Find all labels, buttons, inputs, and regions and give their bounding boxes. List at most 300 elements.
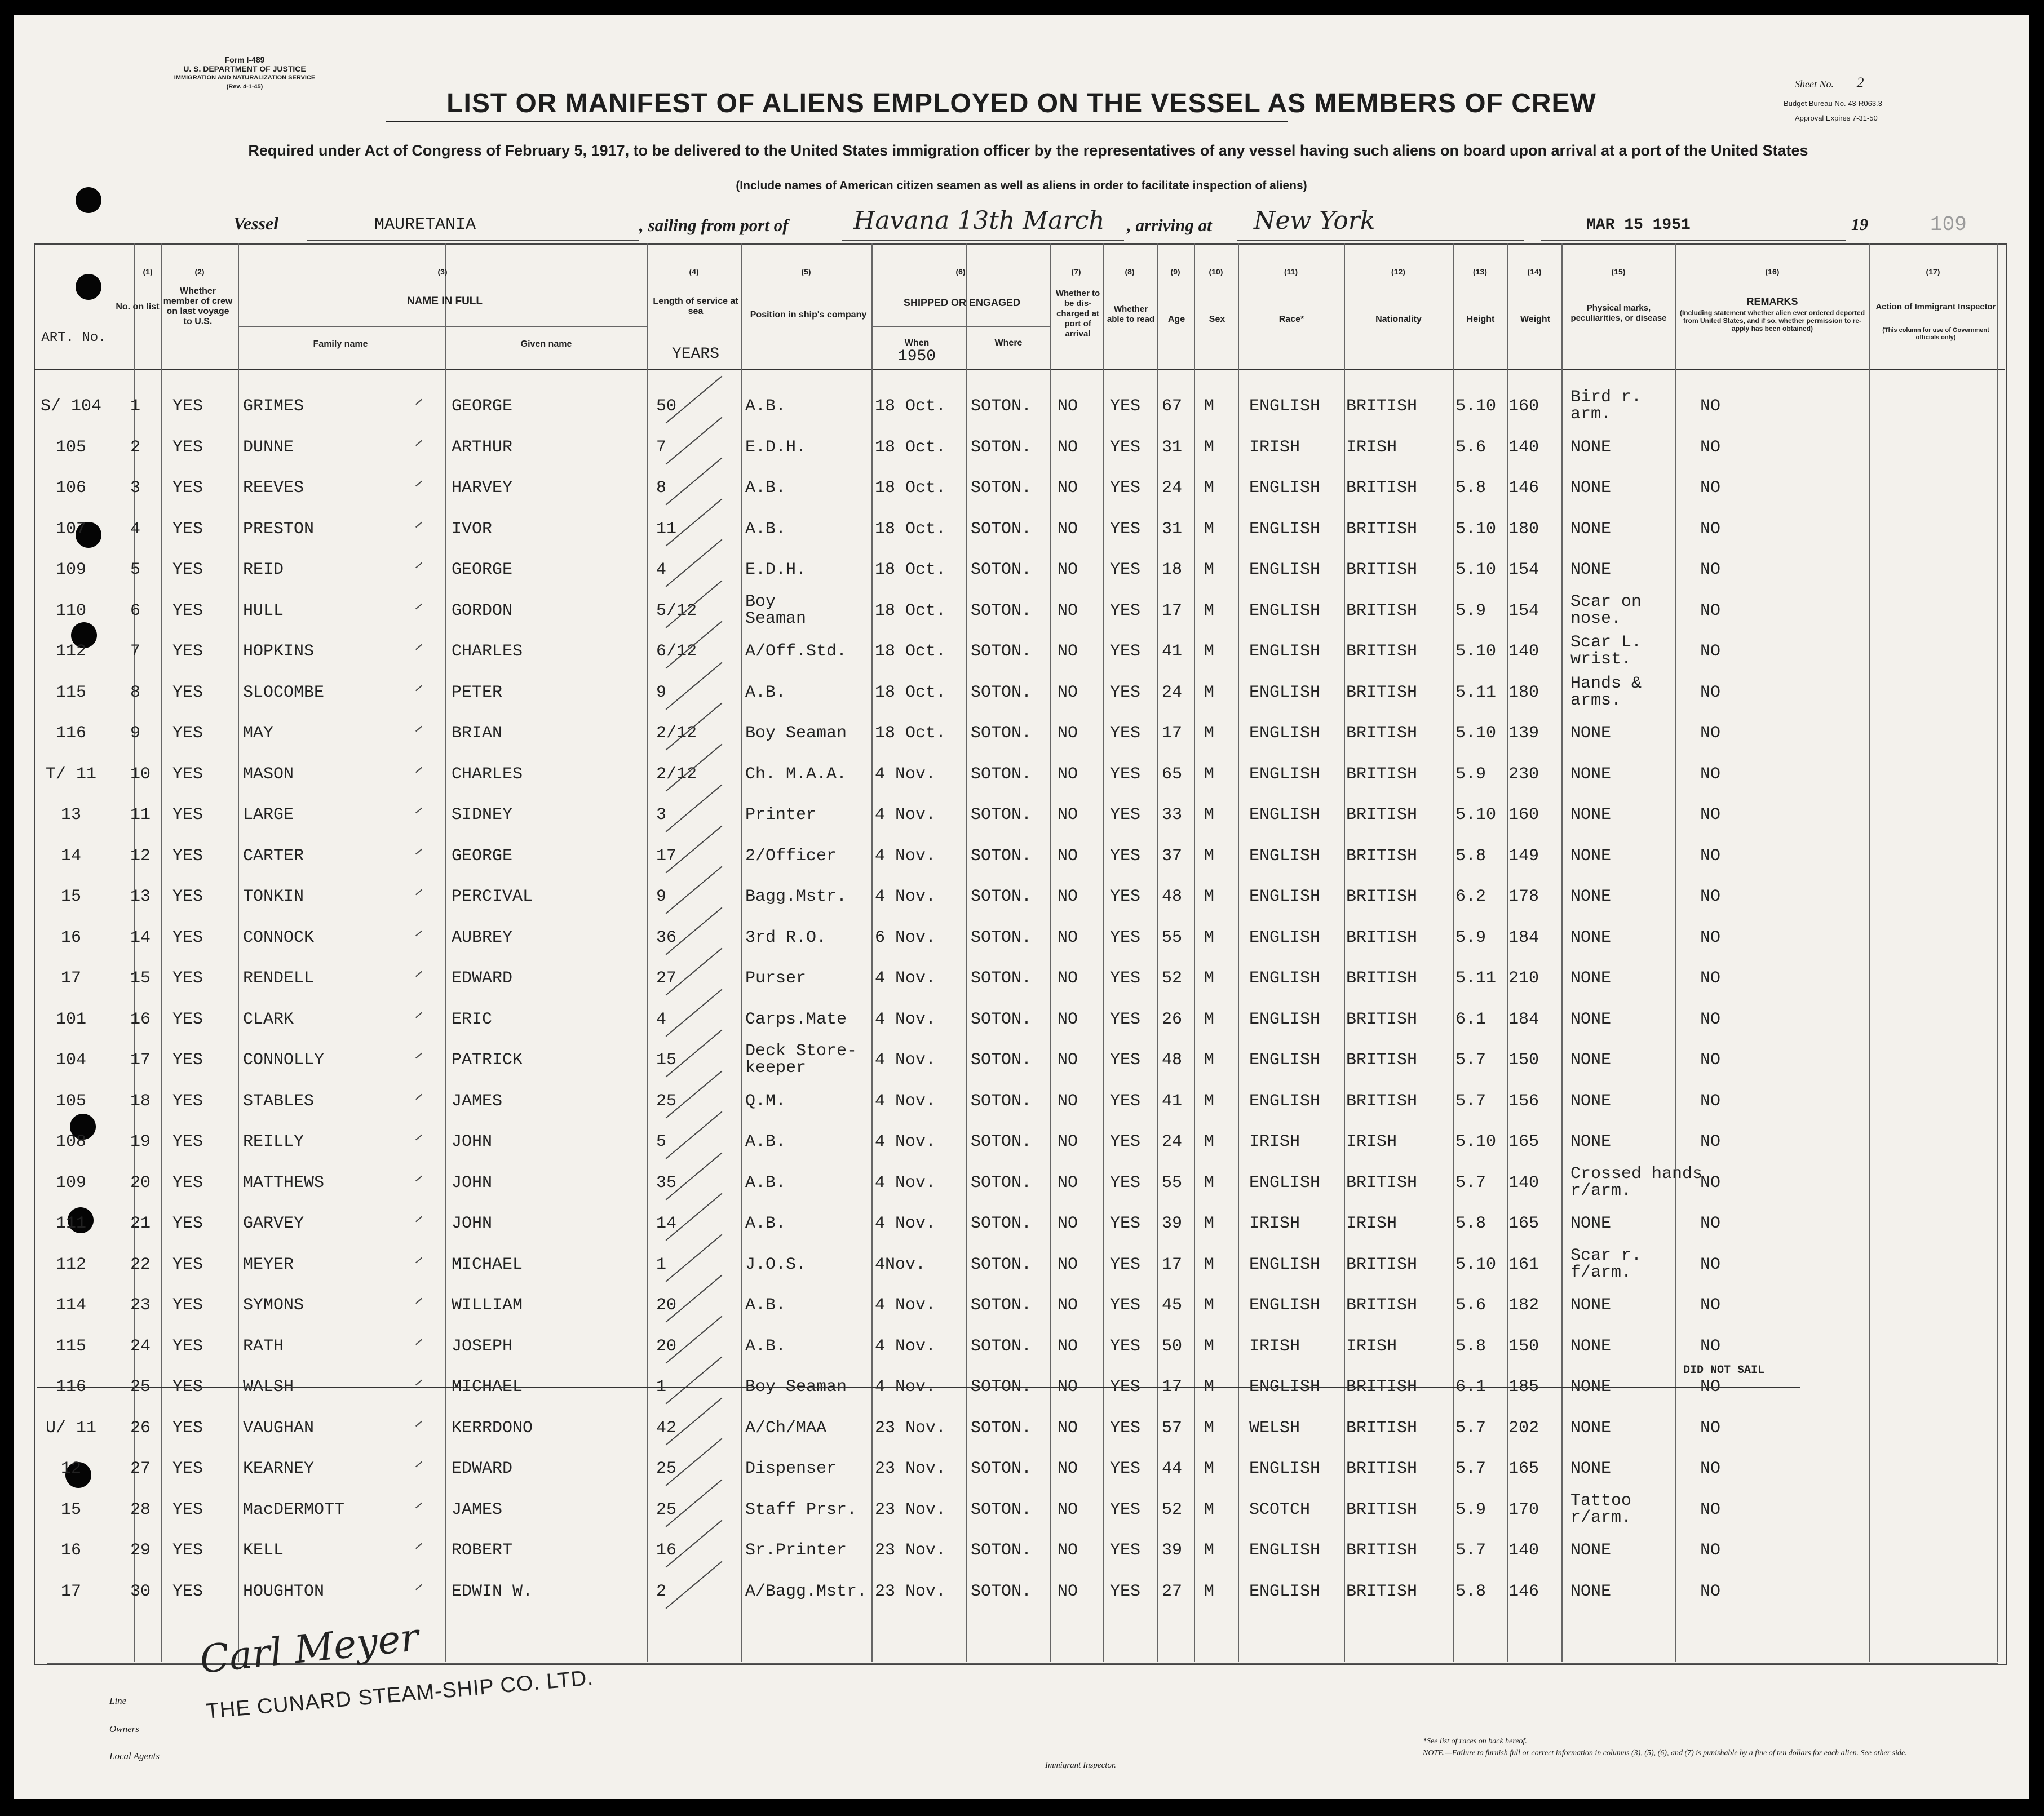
subtitle: Required under Act of Congress of February 5, 1917, to be delivered to the United States immigration officer by the representatives of any vessel having such aliens on board upon arrival at a port of the United States [248, 142, 1808, 159]
weight-cell: 146 [1508, 1582, 1539, 1601]
sex-cell: M [1204, 1214, 1215, 1233]
family-name-cell: WALSH [243, 1377, 294, 1397]
remarks-cell: NO [1700, 519, 1721, 539]
race-cell: ENGLISH [1249, 928, 1321, 947]
nationality-cell: BRITISH [1346, 1255, 1418, 1274]
shipped-where-cell: SOTON. [971, 1582, 1032, 1601]
table-row [37, 1447, 2003, 1488]
art-no-cell: 116 [55, 1377, 86, 1397]
physical-marks-cell: NONE [1570, 887, 1612, 906]
physical-marks-cell: NONE [1570, 1582, 1612, 1601]
check-mark [415, 930, 422, 936]
weight-cell: 184 [1508, 928, 1539, 947]
sex-cell: M [1204, 1500, 1215, 1520]
able-to-read-cell: YES [1110, 764, 1141, 784]
position-cell: Staff Prsr. [745, 1500, 857, 1520]
race-cell: ENGLISH [1249, 1459, 1321, 1478]
given-name-cell: SIDNEY [452, 805, 513, 825]
list-no-cell: 1 [130, 397, 141, 416]
age-cell: 41 [1162, 1091, 1183, 1111]
remarks-cell: NO [1700, 1051, 1721, 1070]
header-when: When [904, 338, 930, 348]
nationality-cell: BRITISH [1346, 1091, 1418, 1111]
given-name-cell: PATRICK [452, 1051, 523, 1070]
race-cell: ENGLISH [1249, 1541, 1321, 1560]
shipped-when-cell: 4 Nov. [875, 1173, 936, 1193]
weight-cell: 182 [1508, 1296, 1539, 1315]
age-cell: 48 [1162, 887, 1183, 906]
cunard-stamp: THE CUNARD STEAM-SHIP CO. LTD. [205, 1666, 595, 1724]
physical-marks-cell: NONE [1570, 519, 1612, 539]
remarks-cell: NO [1700, 928, 1721, 947]
header-remarks-note: (Including statement whether alien ever ordered deported from United States, and if so, whether permission to re-apply has been obtained) [1679, 309, 1865, 333]
art-no-cell: 12 [60, 1459, 81, 1478]
physical-marks-cell: NONE [1570, 1541, 1612, 1560]
nationality-cell: BRITISH [1346, 1418, 1418, 1438]
sex-cell: M [1204, 397, 1215, 416]
header-last-voyage: Whether member of crew on last voyage to U.S. [163, 286, 233, 326]
discharged-cell: NO [1058, 1009, 1078, 1029]
check-mark [415, 644, 422, 650]
physical-marks-cell: Bird r. arm. [1570, 388, 1642, 424]
list-no-cell: 13 [130, 887, 151, 906]
last-voyage-cell: YES [172, 1459, 203, 1478]
shipped-where-cell: SOTON. [971, 1091, 1032, 1111]
height-cell: 5.10 [1455, 642, 1497, 661]
last-voyage-cell: YES [172, 724, 203, 743]
family-name-cell: HOPKINS [243, 642, 315, 661]
column-number: (12) [1391, 267, 1405, 276]
service-length-cell: 17 [656, 846, 677, 866]
shipped-where-cell: SOTON. [971, 642, 1032, 661]
sex-cell: M [1204, 1377, 1215, 1397]
given-name-cell: JAMES [452, 1500, 503, 1520]
remarks-cell: NO [1700, 724, 1721, 743]
header-weight: Weight [1520, 315, 1551, 324]
position-cell: E.D.H. [745, 560, 807, 579]
physical-marks-cell: NONE [1570, 437, 1612, 457]
able-to-read-cell: YES [1110, 1132, 1141, 1151]
shipped-when-cell: 4 Nov. [875, 1051, 936, 1070]
position-cell: A.B. [745, 479, 786, 498]
sheet-label: Sheet No. [1795, 78, 1834, 90]
last-voyage-cell: YES [172, 1500, 203, 1520]
position-cell: A.B. [745, 1132, 786, 1151]
given-name-cell: GEORGE [452, 846, 513, 866]
discharged-cell: NO [1058, 1296, 1078, 1315]
header-length-service: Length of service at sea [653, 296, 738, 316]
last-voyage-cell: YES [172, 683, 203, 702]
last-voyage-cell: YES [172, 1214, 203, 1233]
family-name-cell: STABLES [243, 1091, 315, 1111]
age-cell: 26 [1162, 1009, 1183, 1029]
shipped-where-cell: SOTON. [971, 437, 1032, 457]
age-cell: 17 [1162, 724, 1183, 743]
discharged-cell: NO [1058, 519, 1078, 539]
list-no-cell: 5 [130, 560, 141, 579]
sheet-value: 2 [1847, 74, 1874, 91]
table-row [37, 1406, 2003, 1447]
art-no-cell: 17 [60, 1582, 81, 1601]
header-age: Age [1167, 315, 1185, 324]
nationality-cell: IRISH [1346, 1214, 1397, 1233]
art-no-cell: 106 [55, 479, 86, 498]
sex-cell: M [1204, 1418, 1215, 1438]
list-no-cell: 6 [130, 601, 141, 621]
given-name-cell: ERIC [452, 1009, 493, 1029]
given-name-cell: JOSEPH [452, 1336, 513, 1356]
check-mark [415, 1380, 422, 1386]
shipped-when-cell: 4 Nov. [875, 1132, 936, 1151]
header-family-name: Family name [313, 339, 368, 349]
remarks-cell: NO [1700, 1336, 1721, 1356]
check-mark [415, 1012, 422, 1018]
remarks-cell: NO [1700, 1255, 1721, 1274]
position-cell: A.B. [745, 519, 786, 539]
form-number: Form I-489 [224, 55, 265, 64]
check-mark [415, 1135, 422, 1141]
list-no-cell: 16 [130, 1009, 151, 1029]
remarks-cell: NO [1700, 1296, 1721, 1315]
race-cell: IRISH [1249, 1336, 1300, 1356]
able-to-read-cell: YES [1110, 969, 1141, 988]
last-voyage-cell: YES [172, 1091, 203, 1111]
list-no-cell: 4 [130, 519, 141, 539]
age-cell: 39 [1162, 1541, 1183, 1560]
column-number: (10) [1209, 267, 1223, 276]
family-name-cell: KEARNEY [243, 1459, 315, 1478]
check-mark [415, 440, 422, 446]
position-cell: Purser [745, 969, 807, 988]
discharged-cell: NO [1058, 969, 1078, 988]
physical-marks-cell: NONE [1570, 1459, 1612, 1478]
given-name-cell: IVOR [452, 519, 493, 539]
last-voyage-cell: YES [172, 479, 203, 498]
page-stamp: 109 [1930, 213, 1967, 236]
service-length-cell: 27 [656, 969, 677, 988]
art-no-cell: 114 [55, 1296, 86, 1315]
column-number: (2) [194, 267, 205, 276]
shipped-when-cell: 4 Nov. [875, 1214, 936, 1233]
given-name-cell: JAMES [452, 1091, 503, 1111]
discharged-cell: NO [1058, 1255, 1078, 1274]
race-cell: ENGLISH [1249, 724, 1321, 743]
given-name-cell: BRIAN [452, 724, 503, 743]
position-cell: A.B. [745, 1336, 786, 1356]
given-name-cell: GEORGE [452, 397, 513, 416]
last-voyage-cell: YES [172, 437, 203, 457]
position-cell: E.D.H. [745, 437, 807, 457]
physical-marks-cell: NONE [1570, 1214, 1612, 1233]
port-underline [842, 240, 1124, 241]
shipped-when-cell: 4Nov. [875, 1255, 926, 1274]
race-cell: ENGLISH [1249, 764, 1321, 784]
family-name-cell: HOUGHTON [243, 1582, 325, 1601]
weight-cell: 156 [1508, 1091, 1539, 1111]
table-row [37, 1202, 2003, 1243]
physical-marks-cell: Crossed hands r/arm. [1570, 1164, 1703, 1201]
physical-marks-cell: NONE [1570, 1336, 1612, 1356]
discharged-cell: NO [1058, 1173, 1078, 1193]
sex-cell: M [1204, 764, 1215, 784]
age-cell: 55 [1162, 1173, 1183, 1193]
family-name-cell: HULL [243, 601, 284, 621]
header-able-to-read: Whether able to read [1107, 304, 1155, 324]
check-mark [415, 726, 422, 732]
agents-label: Local Agents [109, 1751, 160, 1761]
remarks-cell: NO [1700, 1500, 1721, 1520]
last-voyage-cell: YES [172, 1296, 203, 1315]
column-number: (11) [1284, 267, 1298, 276]
race-cell: SCOTCH [1249, 1500, 1311, 1520]
service: IMMIGRATION AND NATURALIZATION SERVICE [174, 74, 316, 81]
weight-cell: 210 [1508, 969, 1539, 988]
penalty-note: NOTE.—Failure to furnish full or correct information in columns (3), (5), (6), and (7) is punishable by a fine of ten dollars for each alien. See other side. [1423, 1749, 1907, 1757]
list-no-cell: 23 [130, 1296, 151, 1315]
inspector-label: Immigrant Inspector. [1045, 1761, 1116, 1770]
sailing-port: Havana 13th March [853, 206, 1105, 235]
discharged-cell: NO [1058, 928, 1078, 947]
age-cell: 17 [1162, 1255, 1183, 1274]
sex-cell: M [1204, 1173, 1215, 1193]
weight-cell: 149 [1508, 846, 1539, 866]
vessel-underline [307, 240, 639, 241]
table-row [37, 384, 2003, 426]
position-cell: Boy Seaman [745, 592, 807, 628]
service-length-cell: 15 [656, 1051, 677, 1070]
physical-marks-cell: NONE [1570, 560, 1612, 579]
family-name-cell: MAY [243, 724, 274, 743]
family-name-cell: CONNOLLY [243, 1051, 325, 1070]
shipped-where-cell: SOTON. [971, 479, 1032, 498]
shipped-when-cell: 4 Nov. [875, 764, 936, 784]
position-cell: Carps.Mate [745, 1009, 847, 1029]
weight-cell: 180 [1508, 683, 1539, 702]
able-to-read-cell: YES [1110, 1091, 1141, 1111]
list-no-cell: 21 [130, 1214, 151, 1233]
weight-cell: 146 [1508, 479, 1539, 498]
race-cell: IRISH [1249, 1214, 1300, 1233]
shipped-where-cell: SOTON. [971, 969, 1032, 988]
header-when-year: 1950 [897, 348, 936, 365]
physical-marks-cell: NONE [1570, 805, 1612, 825]
discharged-cell: NO [1058, 1582, 1078, 1601]
physical-marks-cell: Hands & arms. [1570, 674, 1642, 710]
physical-marks-cell: NONE [1570, 846, 1612, 866]
nationality-cell: IRISH [1346, 1336, 1397, 1356]
vessel-label: Vessel [233, 213, 278, 233]
height-cell: 5.7 [1455, 1173, 1486, 1193]
service-length-cell: 50 [656, 397, 677, 416]
nationality-cell: BRITISH [1346, 1459, 1418, 1478]
nationality-cell: BRITISH [1346, 1051, 1418, 1070]
height-cell: 5.10 [1455, 1132, 1497, 1151]
list-no-cell: 9 [130, 724, 141, 743]
sex-cell: M [1204, 805, 1215, 825]
race-cell: ENGLISH [1249, 683, 1321, 702]
able-to-read-cell: YES [1110, 1296, 1141, 1315]
shipped-where-cell: SOTON. [971, 1418, 1032, 1438]
physical-marks-cell: NONE [1570, 969, 1612, 988]
table-row [37, 998, 2003, 1039]
physical-marks-cell: NONE [1570, 1091, 1612, 1111]
given-name-cell: CHARLES [452, 642, 523, 661]
check-mark [415, 971, 422, 977]
check-mark [415, 1339, 422, 1345]
header-nationality: Nationality [1375, 315, 1422, 324]
nationality-cell: IRISH [1346, 1132, 1397, 1151]
race-cell: ENGLISH [1249, 887, 1321, 906]
service-length-cell: 1 [656, 1377, 667, 1397]
discharged-cell: NO [1058, 437, 1078, 457]
last-voyage-cell: YES [172, 560, 203, 579]
check-mark [415, 481, 422, 487]
last-voyage-cell: YES [172, 642, 203, 661]
header-remarks: REMARKS [1746, 296, 1798, 307]
shipped-where-cell: SOTON. [971, 560, 1032, 579]
nationality-cell: IRISH [1346, 437, 1397, 457]
weight-cell: 150 [1508, 1051, 1539, 1070]
budget-bureau: Budget Bureau No. 43-R063.3 [1784, 99, 1882, 108]
last-voyage-cell: YES [172, 1377, 203, 1397]
age-cell: 45 [1162, 1296, 1183, 1315]
check-mark [415, 1257, 422, 1263]
able-to-read-cell: YES [1110, 560, 1141, 579]
age-cell: 41 [1162, 642, 1183, 661]
family-name-cell: SYMONS [243, 1296, 304, 1315]
revision: (Rev. 4-1-45) [226, 83, 263, 90]
check-mark [415, 808, 422, 814]
header-sex: Sex [1209, 315, 1225, 324]
remarks-cell: NO [1700, 1418, 1721, 1438]
physical-marks-cell: NONE [1570, 1377, 1612, 1397]
agent-signature: Carl Meyer [197, 1615, 421, 1683]
shipped-where-cell: SOTON. [971, 1336, 1032, 1356]
list-no-cell: 28 [130, 1500, 151, 1520]
age-cell: 67 [1162, 397, 1183, 416]
last-voyage-cell: YES [172, 1255, 203, 1274]
column-number: (4) [689, 267, 699, 276]
header-bottom-line [34, 369, 2005, 370]
weight-cell: 161 [1508, 1255, 1539, 1274]
remarks-cell: NO [1700, 437, 1721, 457]
shipped-where-cell: SOTON. [971, 1459, 1032, 1478]
position-cell: A/Off.Std. [745, 642, 847, 661]
height-cell: 5.10 [1455, 724, 1497, 743]
age-cell: 27 [1162, 1582, 1183, 1601]
age-cell: 24 [1162, 1132, 1183, 1151]
position-cell: Sr.Printer [745, 1541, 847, 1560]
department: U. S. DEPARTMENT OF JUSTICE [183, 64, 306, 73]
given-name-cell: CHARLES [452, 764, 523, 784]
race-cell: ENGLISH [1249, 1009, 1321, 1029]
header-height: Height [1466, 315, 1495, 324]
height-cell: 5.6 [1455, 1296, 1486, 1315]
shipped-where-cell: SOTON. [971, 397, 1032, 416]
check-mark [415, 1543, 422, 1549]
shipped-when-cell: 23 Nov. [875, 1500, 946, 1520]
physical-marks-cell: NONE [1570, 724, 1612, 743]
shipped-where-cell: SOTON. [971, 1051, 1032, 1070]
race-cell: ENGLISH [1249, 1296, 1321, 1315]
check-mark [415, 848, 422, 854]
art-no-cell: S/ 104 [40, 397, 102, 416]
last-voyage-cell: YES [172, 397, 203, 416]
last-voyage-cell: YES [172, 1173, 203, 1193]
discharged-cell: NO [1058, 1541, 1078, 1560]
art-no-cell: 116 [55, 724, 86, 743]
position-cell: A.B. [745, 683, 786, 702]
age-cell: 24 [1162, 479, 1183, 498]
given-name-cell: EDWARD [452, 1459, 513, 1478]
page-title: LIST OR MANIFEST OF ALIENS EMPLOYED ON THE VESSEL AS MEMBERS OF CREW [446, 88, 1596, 118]
height-cell: 5.9 [1455, 764, 1486, 784]
position-cell: Bagg.Mstr. [745, 887, 847, 906]
family-name-cell: RATH [243, 1336, 284, 1356]
discharged-cell: NO [1058, 805, 1078, 825]
weight-cell: 165 [1508, 1132, 1539, 1151]
height-cell: 5.10 [1455, 397, 1497, 416]
service-length-cell: 8 [656, 479, 667, 498]
position-cell: A/Bagg.Mstr. [745, 1582, 868, 1601]
art-no-cell: 101 [55, 1009, 86, 1029]
given-name-cell: WILLIAM [452, 1296, 523, 1315]
check-mark [415, 889, 422, 896]
sex-cell: M [1204, 437, 1215, 457]
able-to-read-cell: YES [1110, 519, 1141, 539]
physical-marks-cell: NONE [1570, 1296, 1612, 1315]
service-length-cell: 42 [656, 1418, 677, 1438]
given-name-cell: MICHAEL [452, 1377, 523, 1397]
nationality-cell: BRITISH [1346, 887, 1418, 906]
shipped-when-cell: 23 Nov. [875, 1459, 946, 1478]
family-name-cell: CONNOCK [243, 928, 315, 947]
position-cell: J.O.S. [745, 1255, 807, 1274]
able-to-read-cell: YES [1110, 479, 1141, 498]
shipped-where-cell: SOTON. [971, 1296, 1032, 1315]
remarks-cell: NO [1700, 805, 1721, 825]
discharged-cell: NO [1058, 1377, 1078, 1397]
position-cell: 2/Officer [745, 846, 837, 866]
discharged-cell: NO [1058, 1132, 1078, 1151]
position-cell: Boy Seaman [745, 724, 847, 743]
remarks-cell: NO [1700, 887, 1721, 906]
sex-cell: M [1204, 1091, 1215, 1111]
crew-table-body [37, 384, 2003, 1610]
height-cell: 6.1 [1455, 1009, 1486, 1029]
able-to-read-cell: YES [1110, 437, 1141, 457]
list-no-cell: 10 [130, 764, 151, 784]
able-to-read-cell: YES [1110, 887, 1141, 906]
physical-marks-cell: NONE [1570, 1418, 1612, 1438]
table-row [37, 834, 2003, 875]
art-no-cell: 112 [55, 1255, 86, 1274]
owners-label: Owners [109, 1724, 139, 1734]
discharged-cell: NO [1058, 397, 1078, 416]
able-to-read-cell: YES [1110, 1009, 1141, 1029]
given-name-cell: HARVEY [452, 479, 513, 498]
able-to-read-cell: YES [1110, 805, 1141, 825]
given-name-cell: GORDON [452, 601, 513, 621]
weight-cell: 139 [1508, 724, 1539, 743]
discharged-cell: NO [1058, 764, 1078, 784]
art-no-cell: 110 [55, 601, 86, 621]
shipped-where-cell: SOTON. [971, 1009, 1032, 1029]
race-cell: ENGLISH [1249, 1582, 1321, 1601]
remarks-cell: NO [1700, 601, 1721, 621]
art-no-cell: T/ 11 [45, 764, 96, 784]
weight-cell: 154 [1508, 560, 1539, 579]
